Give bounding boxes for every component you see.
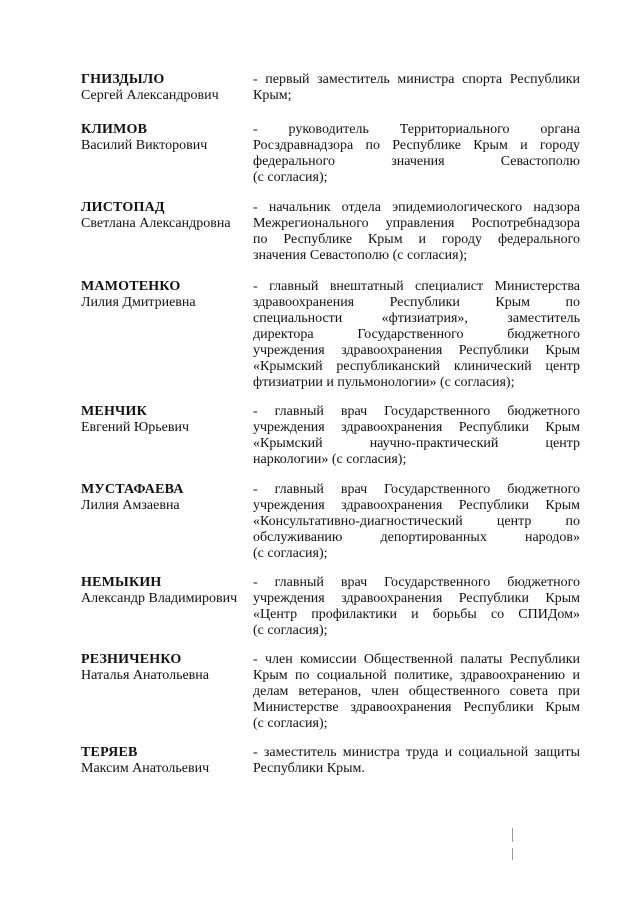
position-line: федерального значения Севастополю [253,154,580,169]
position-line: - первый заместитель министра спорта Республики [253,72,580,87]
member-surname: МУСТАФАЕВА [81,482,184,497]
position-line: здравоохранения Республики Крым по [253,295,580,310]
position-line: Республики Крым. [253,761,365,776]
member-surname: РЕЗНИЧЕНКО [81,652,182,667]
member-given-name: Лилия Дмитриевна [81,295,196,310]
position-line: Росздравнадзора по Республике Крым и городу [253,138,580,153]
position-line: «Центр профилактики и борьбы со СПИДом» [253,607,580,622]
position-line: - руководитель Территориального органа [253,122,580,137]
position-line: директора Государственного бюджетного [253,327,580,342]
member-surname: КЛИМОВ [81,122,148,137]
position-line: Министерстве здравоохранения Республики Крым [253,700,580,715]
position-line: значения Севастополю (с согласия); [253,248,468,263]
position-line: - главный врач Государственного бюджетного [253,482,580,497]
position-line: - главный врач Государственного бюджетного [253,575,580,590]
position-line: Межрегионального управления Роспотребнадзора [253,216,580,231]
member-given-name: Евгений Юрьевич [81,420,190,435]
member-given-name: Александр Владимирович [81,591,238,606]
position-line: учреждения здравоохранения Республики Крым [253,343,580,358]
member-name [81,652,251,684]
member-name [81,72,251,104]
member-name [81,122,251,154]
member-surname: ЛИСТОПАД [81,200,165,215]
member-position [253,200,580,264]
position-line: «Консультативно-диагностический центр по [253,514,580,529]
member-name [81,482,251,514]
scan-mark [512,828,513,842]
member-position [253,122,580,186]
member-surname: МЕНЧИК [81,404,147,419]
position-line: (с согласия); [253,546,328,561]
member-position [253,652,580,732]
member-surname: ГНИЗДЫЛО [81,72,165,87]
position-line: учреждения здравоохранения Республики Крым [253,591,580,606]
member-position [253,279,580,391]
position-line: (с согласия); [253,170,328,185]
position-line: - главный врач Государственного бюджетного [253,404,580,419]
position-line: Крым; [253,88,292,103]
position-line: - начальник отдела эпидемиологического надзора [253,200,580,215]
member-given-name: Сергей Александрович [81,88,219,103]
member-name [81,575,251,607]
position-line: - заместитель министра труда и социальной защиты [253,745,580,760]
member-name [81,404,251,436]
member-position [253,745,580,777]
position-line: учреждения здравоохранения Республики Крым [253,420,580,435]
member-position [253,575,580,639]
position-line: по Республике Крым и городу федерального [253,232,580,247]
member-name [81,200,251,232]
member-position [253,72,580,104]
member-name [81,745,251,777]
position-line: учреждения здравоохранения Республики Крым [253,498,580,513]
position-line: «Крымский республиканский клинический центр [253,359,580,374]
member-given-name: Светлана Александровна [81,216,231,231]
position-line: - член комиссии Общественной палаты Республики [253,652,580,667]
member-name [81,279,251,311]
scan-mark [512,848,513,860]
position-line: обслуживанию депортированных народов» [253,530,580,545]
member-given-name: Максим Анатольевич [81,761,210,776]
position-line: Крым по социальной политике, здравоохранению и [253,668,580,683]
position-line: фтизиатрии и пульмонологии» (с согласия); [253,375,515,390]
position-line: - главный внештатный специалист Министерства [253,279,580,294]
position-line: наркологии» (с согласия); [253,452,407,467]
position-line: специальности «фтизиатрия», заместитель [253,311,580,326]
member-surname: ТЕРЯЕВ [81,745,138,760]
position-line: делам ветеранов, член общественного совета при [253,684,580,699]
member-position [253,404,580,468]
member-given-name: Василий Викторович [81,138,208,153]
member-surname: МАМОТЕНКО [81,279,181,294]
member-given-name: Лилия Амзаевна [81,498,180,513]
position-line: (с согласия); [253,623,328,638]
member-position [253,482,580,562]
member-surname: НЕМЫКИН [81,575,162,590]
position-line: (с согласия); [253,716,328,731]
member-given-name: Наталья Анатольевна [81,668,210,683]
position-line: «Крымский научно-практический центр [253,436,580,451]
